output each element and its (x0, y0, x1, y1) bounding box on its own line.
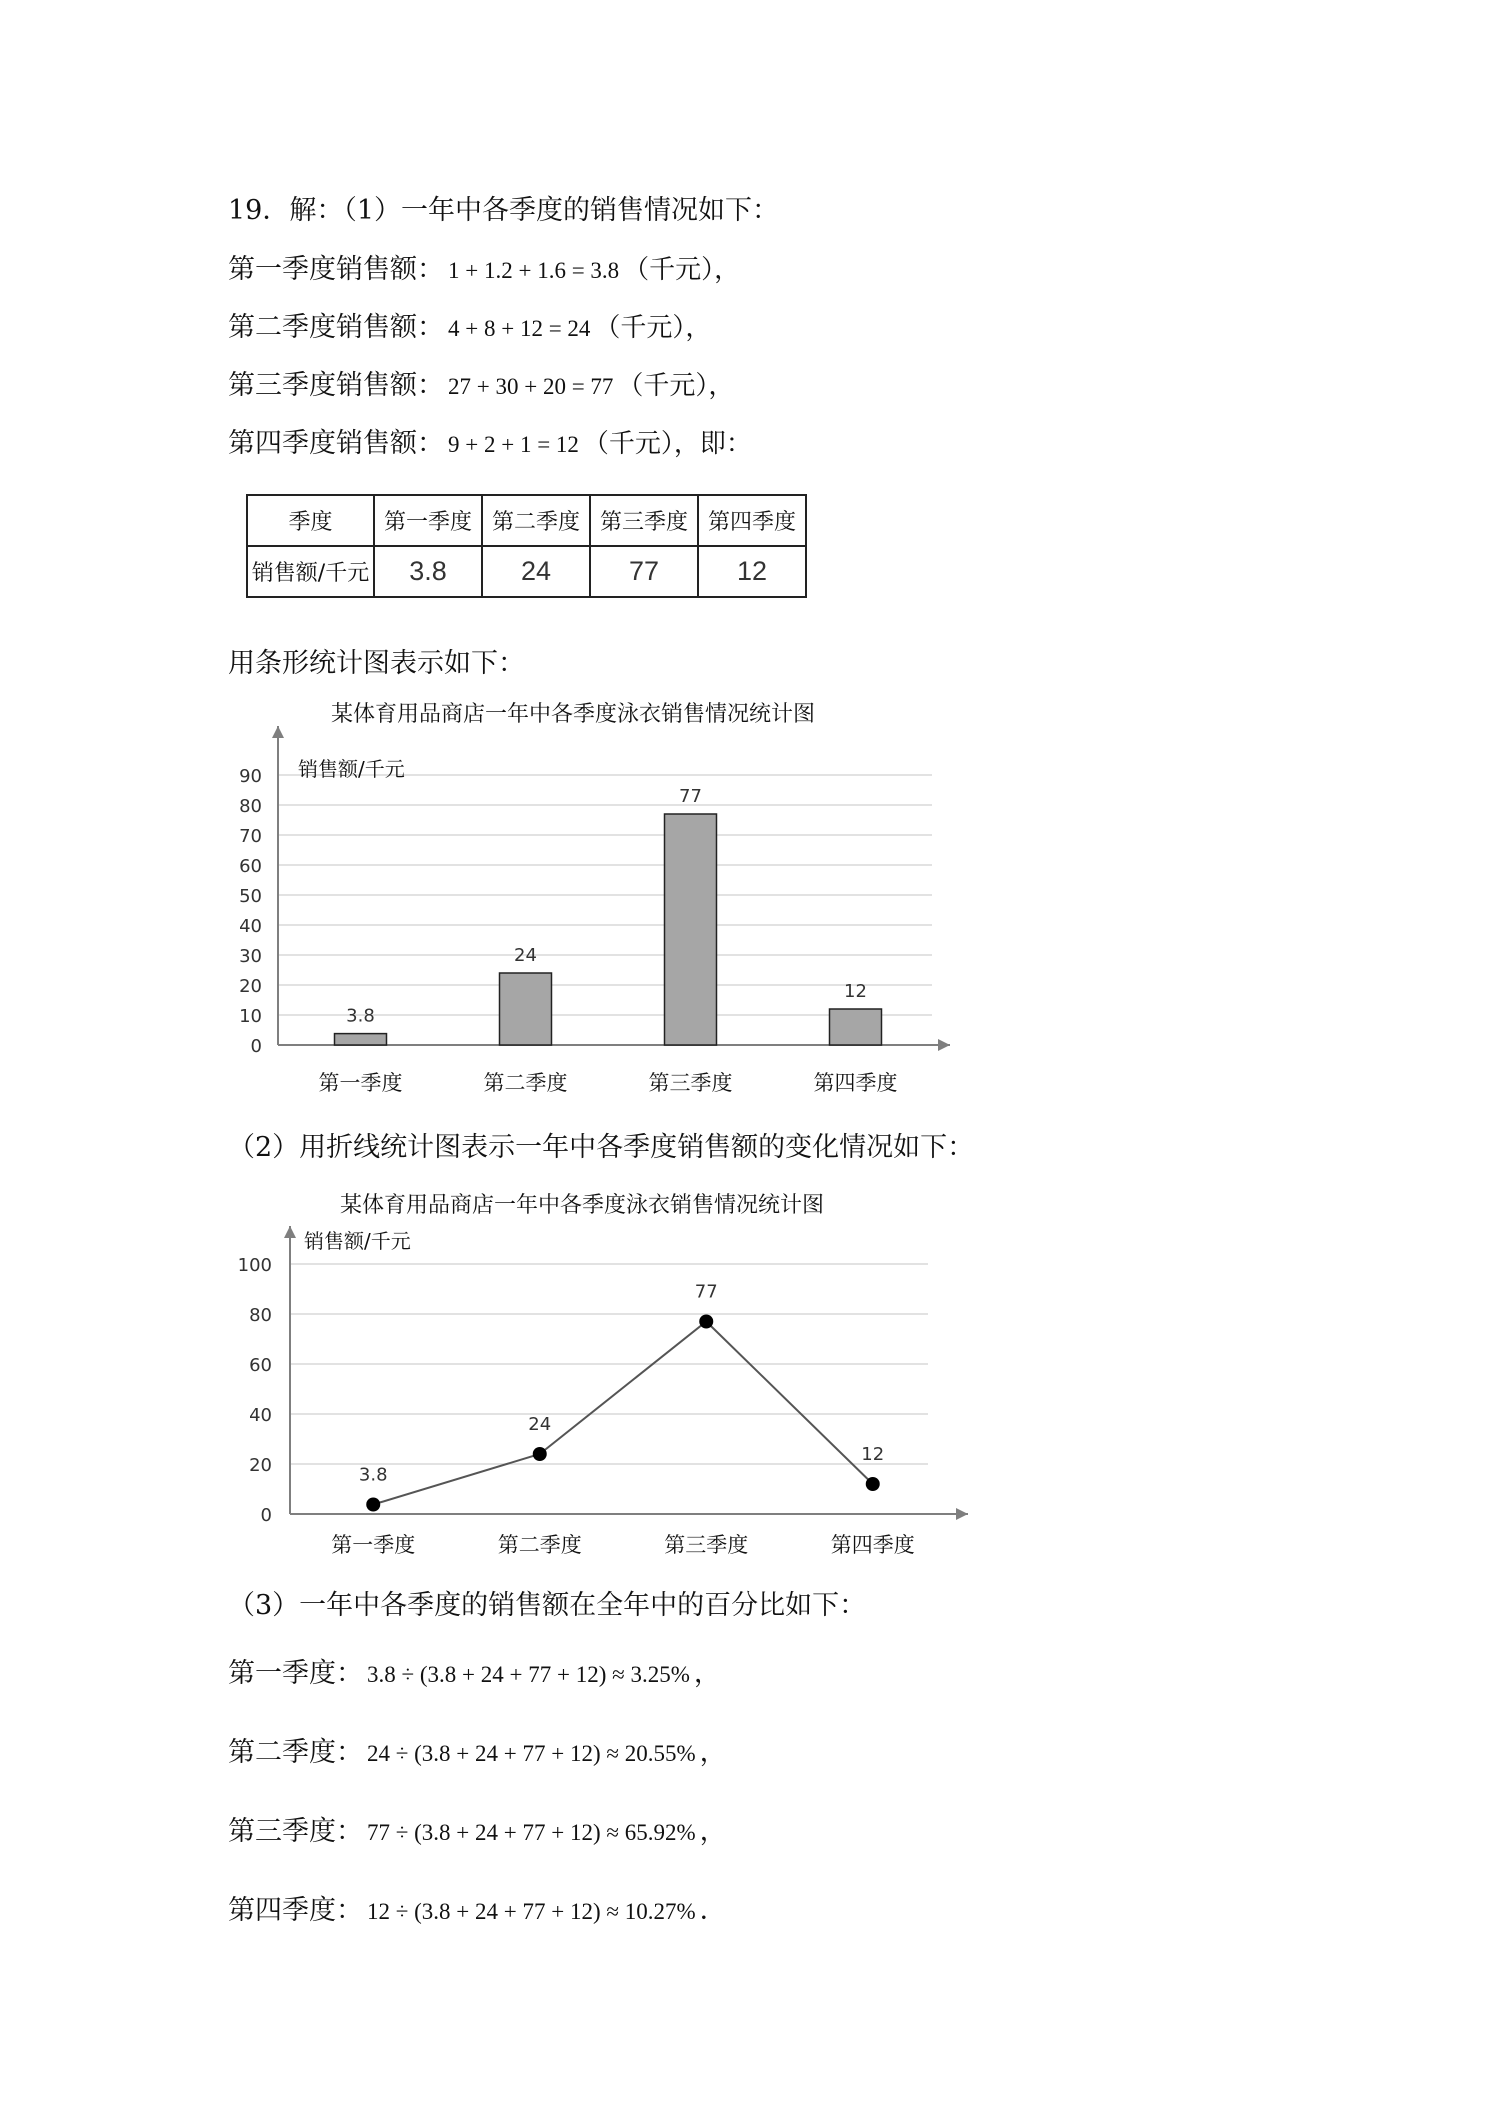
q3-label: 第三季度销售额： (228, 370, 444, 401)
pct-q2-line (228, 1739, 727, 1766)
data-label: 3.8 (358, 1464, 388, 1486)
pct-q3-end: ， (699, 1816, 727, 1847)
data-label: 12 (844, 981, 867, 1002)
sales-table (246, 494, 807, 598)
pct-q3-expression: 77 ÷ (3.8 + 24 + 77 + 12) ≈ 65.92% (367, 1820, 696, 1845)
q4-sales-line (228, 430, 752, 457)
bar (500, 973, 552, 1045)
q3-expression: 27 + 30 + 20 = 77 (448, 374, 614, 399)
data-point (699, 1315, 713, 1329)
data-point (533, 1447, 547, 1461)
bar (335, 1034, 387, 1045)
y-tick-label: 20 (239, 976, 262, 997)
series-line (373, 1322, 873, 1505)
data-label: 24 (514, 945, 537, 966)
pct-q2-label: 第二季度： (228, 1737, 363, 1768)
table-row (247, 546, 806, 597)
table-header-row (247, 495, 806, 546)
y-tick-label: 60 (249, 1355, 272, 1376)
line-chart-intro: （2）用折线统计图表示一年中各季度销售额的变化情况如下： (228, 1132, 975, 1163)
pct-q3-line (228, 1818, 727, 1845)
data-label: 24 (528, 1414, 552, 1435)
table-header-cell: 第二季度 (482, 495, 590, 546)
table-cell: 77 (590, 546, 698, 597)
percent-intro: （3）一年中各季度的销售额在全年中的百分比如下： (228, 1590, 867, 1621)
pct-q4-expression: 12 ÷ (3.8 + 24 + 77 + 12) ≈ 10.27% (367, 1899, 696, 1924)
x-category-label: 第一季度 (331, 1533, 416, 1557)
x-axis-head (938, 1039, 950, 1051)
y-tick-label: 0 (260, 1505, 272, 1526)
line-chart (0, 1180, 1000, 1560)
x-category-label: 第三季度 (664, 1533, 749, 1557)
q1-unit: （千元）， (623, 255, 741, 285)
solution-heading: 19．解：（1）一年中各季度的销售情况如下： (228, 195, 780, 226)
table-header-cell: 第一季度 (374, 495, 482, 546)
q2-expression: 4 + 8 + 12 = 24 (448, 316, 591, 341)
x-category-label: 第三季度 (648, 1071, 733, 1095)
q2-unit: （千元）， (594, 313, 712, 343)
x-category-label: 第二季度 (483, 1071, 568, 1095)
data-point (366, 1498, 380, 1512)
table-header-cell: 第三季度 (590, 495, 698, 546)
y-tick-label: 20 (249, 1455, 272, 1476)
bar (830, 1009, 882, 1045)
pct-q4-end: ． (699, 1895, 727, 1926)
q1-expression: 1 + 1.2 + 1.6 = 3.8 (448, 258, 620, 283)
x-axis-head (956, 1508, 968, 1520)
y-axis-label: 销售额/千元 (298, 757, 405, 781)
pct-q2-expression: 24 ÷ (3.8 + 24 + 77 + 12) ≈ 20.55% (367, 1741, 696, 1766)
pct-q2-end: ， (699, 1737, 727, 1768)
chart-title: 某体育用品商店一年中各季度泳衣销售情况统计图 (339, 1193, 825, 1218)
y-tick-label: 30 (239, 946, 262, 967)
q4-unit: （千元），即： (582, 429, 752, 459)
table-cell: 24 (482, 546, 590, 597)
q1-sales-line (228, 256, 740, 283)
table-cell: 3.8 (374, 546, 482, 597)
q3-unit: （千元）， (617, 371, 735, 401)
chart-title: 某体育用品商店一年中各季度泳衣销售情况统计图 (330, 702, 816, 727)
table-cell: 12 (698, 546, 806, 597)
table-header-cell: 第四季度 (698, 495, 806, 546)
pct-q1-end: ， (693, 1658, 721, 1689)
q3-sales-line (228, 372, 734, 399)
q2-label: 第二季度销售额： (228, 312, 444, 343)
q4-label: 第四季度销售额： (228, 428, 444, 459)
y-tick-label: 40 (249, 1405, 272, 1426)
table-row-label: 销售额/千元 (247, 546, 374, 597)
y-tick-label: 70 (239, 826, 262, 847)
bar-chart (0, 690, 1000, 1110)
x-category-label: 第四季度 (813, 1071, 898, 1095)
y-tick-label: 100 (237, 1255, 272, 1276)
pct-q4-line (228, 1897, 727, 1924)
y-axis-label: 销售额/千元 (304, 1229, 411, 1253)
bar (665, 814, 717, 1045)
table-header-cell: 季度 (247, 495, 374, 546)
y-tick-label: 90 (239, 766, 262, 787)
y-tick-label: 80 (239, 796, 262, 817)
q1-label: 第一季度销售额： (228, 254, 444, 285)
y-tick-label: 60 (239, 856, 262, 877)
y-axis-head (272, 726, 284, 738)
pct-q1-expression: 3.8 ÷ (3.8 + 24 + 77 + 12) ≈ 3.25% (367, 1662, 690, 1687)
data-label: 12 (861, 1444, 885, 1465)
data-label: 3.8 (346, 1005, 375, 1027)
q2-sales-line (228, 314, 711, 341)
pct-q1-label: 第一季度： (228, 1658, 363, 1689)
data-label: 77 (679, 786, 702, 807)
y-tick-label: 50 (239, 886, 262, 907)
y-tick-label: 0 (250, 1036, 262, 1057)
y-tick-label: 40 (239, 916, 262, 937)
pct-q1-line (228, 1660, 721, 1687)
x-category-label: 第四季度 (830, 1533, 915, 1557)
bar-chart-intro: 用条形统计图表示如下： (228, 648, 525, 679)
data-label: 77 (694, 1281, 718, 1303)
x-category-label: 第二季度 (497, 1533, 582, 1557)
pct-q3-label: 第三季度： (228, 1816, 363, 1847)
q4-expression: 9 + 2 + 1 = 12 (448, 432, 579, 457)
y-tick-label: 80 (249, 1305, 272, 1326)
pct-q4-label: 第四季度： (228, 1895, 363, 1926)
data-point (866, 1477, 880, 1491)
y-tick-label: 10 (239, 1006, 262, 1027)
y-axis-head (284, 1226, 296, 1238)
x-category-label: 第一季度 (318, 1071, 403, 1095)
